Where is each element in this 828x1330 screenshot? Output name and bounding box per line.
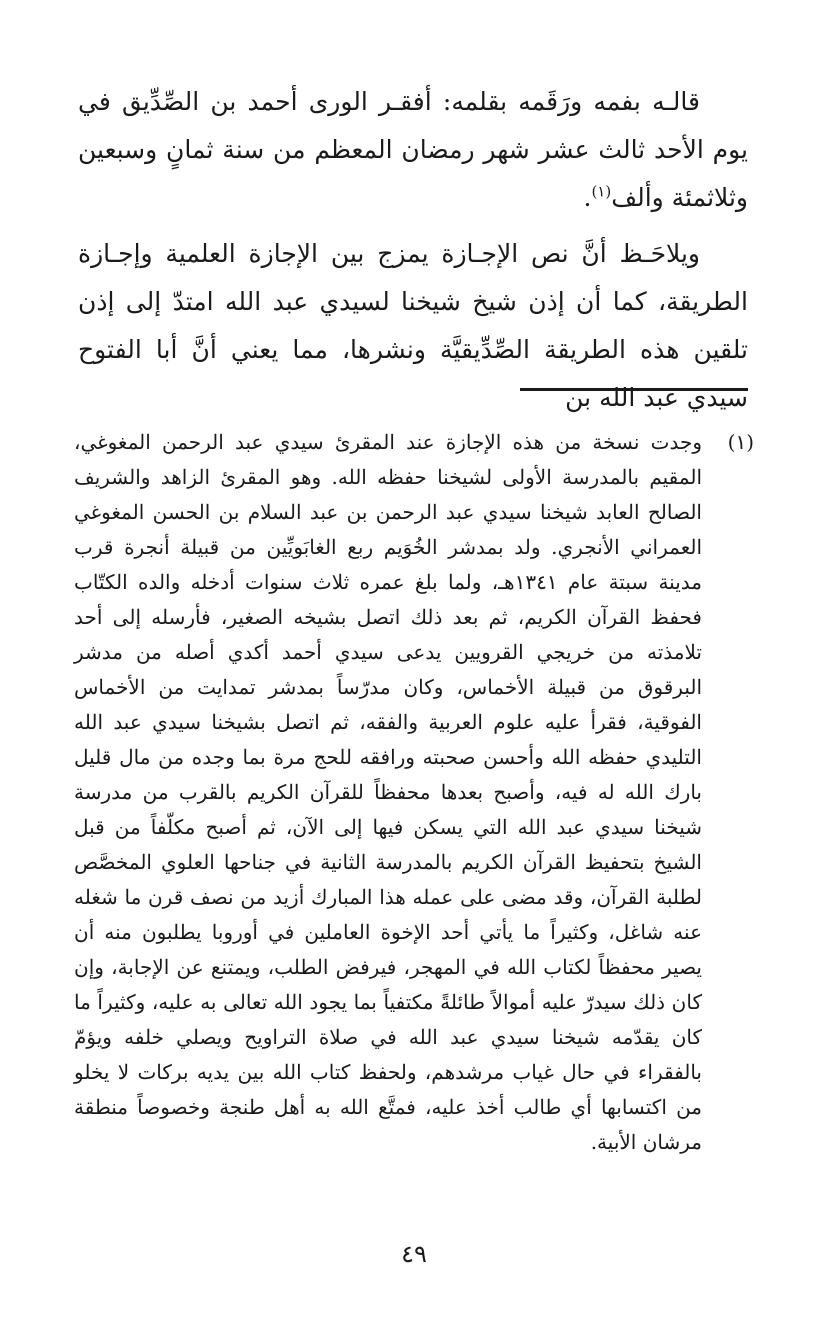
body-paragraph-2: ويلاحَـظ أنَّ نص الإجـازة يمزج بين الإجازة العلمية وإجـازة الطريقة، كما أن إذن شيخ شيخنا لسيدي عبد الله امتدّ إلى إذن تلقين هذه الطريقة الصِّدِّيقيَّة ونشرها، مما يعني أنَّ أبا الفتوح سيدي عبد الله بن [78, 239, 748, 412]
body-paragraph-1 [78, 78, 748, 222]
footnote [74, 425, 754, 1160]
footnote-reference[interactable]: (١) [591, 182, 612, 201]
footnote-text: وجدت نسخة من هذه الإجازة عند المقرئ سيدي عبد الرحمن المغوغي، المقيم بالمدرسة الأولى لشيخنا حفظه الله. وهو المقرئ الزاهد والشريف الصالح العابد شيخنا سيدي عبد الرحمن بن عبد السلام بن الحسن المغوغي العمراني الأنجري. ولد بمدشر الخُوَيم ربع الغابَويِّين من قبيلة أنجرة قرب مدينة سبتة عام ١٣٤١هـ، ولما بلغ عمره ثلاث سنوات أدخله والده الكتّاب فحفظ القرآن الكريم، ثم بعد ذلك اتصل بشيخه الصغير، فأرسله إلى أحد تلامذته من خريجي القرويين يدعى سيدي أحمد أكدي أصله من مدشر البرقوق من قبيلة الأخماس، وكان مدرّساً بمدشر تمدايت من الأخماس الفوقية، فقرأ عليه علوم العربية والفقه، ثم اتصل بشيخنا سيدي عبد الله التليدي حفظه الله وأحسن صحبته ورافقه للحج مرة بما وجده من مال قليل بارك الله له فيه، وأصبح بعدها محفظاً للقرآن الكريم بالقرب من مدرسة شيخنا سيدي عبد الله التي يسكن فيها إلى الآن، ثم أصبح مكلّفاً من قبل الشيخ بتحفيظ القرآن الكريم بالمدرسة الثانية في جناحها العلوي المخصَّص لطلبة القرآن، وقد مضى على عمله هذا المبارك أزيد من نصف قرن ما شغله عنه شاغل، وكثيراً ما يأتي أحد الإخوة العاملين في أوروبا يطلبون منه أن يصير محفظاً لكتاب الله في المهجر، فيرفض الطلب، ويمتنع عن الإجابة، وإن كان ذلك سيدرّ عليه أموالاً طائلةً مكتفياً بما يجود الله تعالى به عليه، وكثيراً ما كان يقدّمه شيخنا سيدي عبد الله في صلاة التراويح ويصلي خلفه ويؤمّ بالفقراء في حال غياب مرشدهم، ولحفظ كتاب الله بين يديه بركات لا يخلو من اكتسابها أي طالب أخذ عليه، فمتَّع الله به أهل طنجة وخصوصاً منطقة مرشان الأبية. [74, 430, 703, 1154]
body-paragraph-1-end: . [583, 183, 592, 212]
footnote-divider [520, 388, 748, 391]
body-paragraph-1-text: قالـه بفمه ورَقَمه بقلمه: أفقـر الورى أحمد بن الصِّدِّيق في يوم الأحد ثالث عشر شهر رمضان المعظم من سنة ثمانٍ وسبعين وثلاثمئة وألف [78, 87, 748, 212]
footnote-number: (١) [727, 430, 754, 454]
page-number: ٤٩ [401, 1240, 427, 1268]
